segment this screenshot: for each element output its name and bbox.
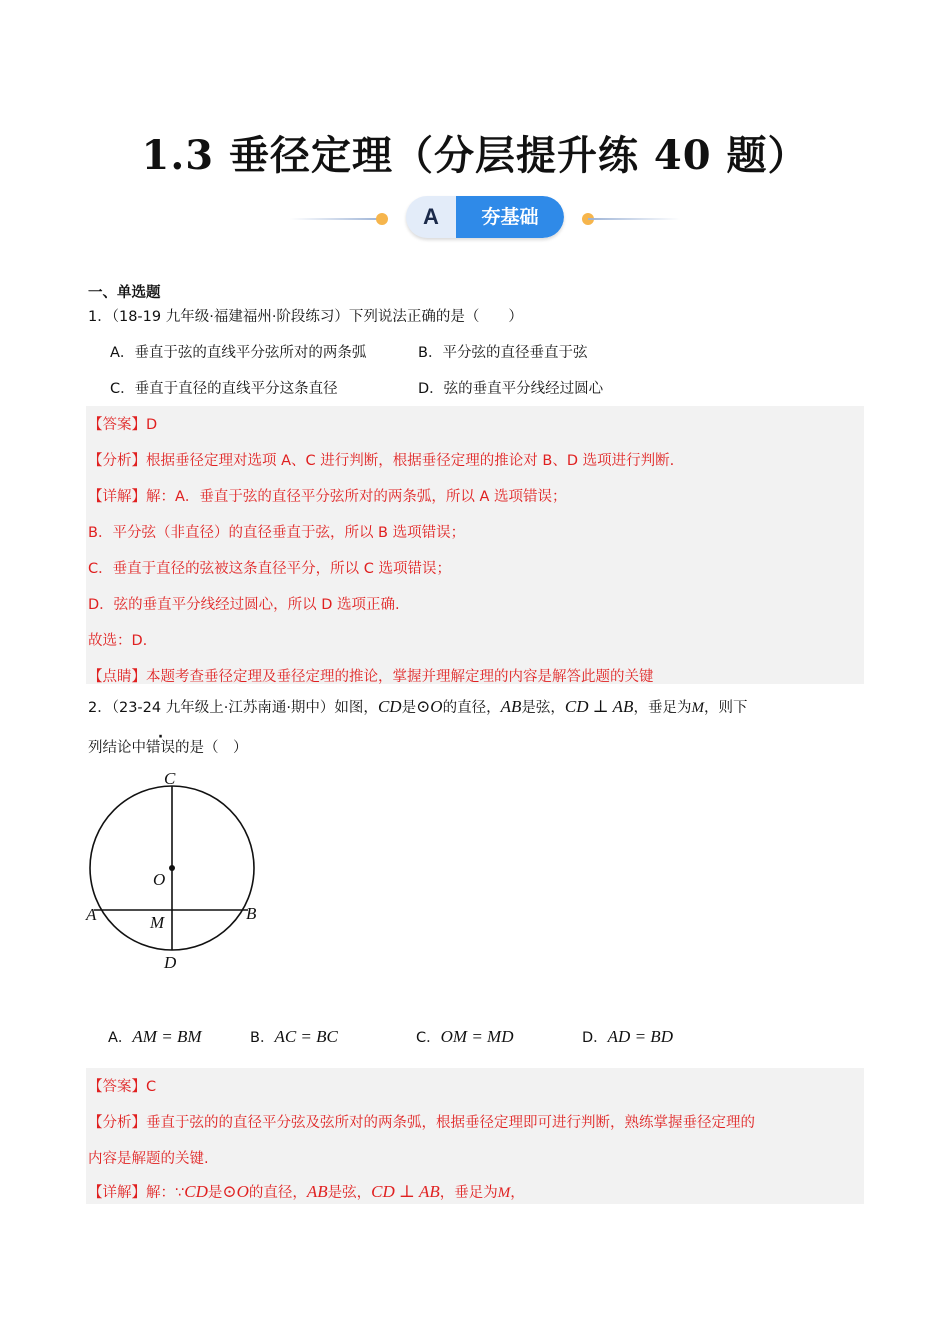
- q2-analysis-text: 垂直于弦的的直径平分弦及弦所对的两条弧，根据垂径定理即可进行判断，熟练掌握垂径定理的: [146, 1115, 755, 1131]
- q1-analysis-text: 根据垂径定理对选项 A、C 进行判断，根据垂径定理的推论对 B、D 选项进行判断.: [146, 453, 675, 469]
- q2-perp: CD ⊥ AB: [564, 697, 634, 716]
- q1-option-b: B．平分弦的直径垂直于弦: [418, 345, 588, 361]
- center-point: [169, 865, 175, 871]
- q2-option-d-math: AD = BD: [607, 1027, 673, 1046]
- q2-option-d: [582, 1026, 673, 1047]
- q2-detail-perp: CD ⊥ AB: [371, 1182, 440, 1201]
- q1-stem: 1．（18-19 九年级·福建福州·阶段练习）下列说法正确的是（ ）: [88, 309, 523, 325]
- label-m: M: [150, 913, 165, 932]
- badge-dot-left: [376, 213, 388, 225]
- q2-option-c-math: OM = MD: [440, 1027, 514, 1046]
- q2-option-a: [108, 1026, 201, 1047]
- q2-option-c-label: C．: [416, 1030, 441, 1046]
- badge-divider-right: [588, 218, 680, 220]
- q2-detail-diam: 的直径，: [248, 1185, 307, 1201]
- q2-analysis: [88, 1111, 755, 1132]
- q2-ab: AB: [500, 697, 522, 716]
- q1-analysis: [88, 449, 674, 470]
- level-pill: [406, 196, 564, 238]
- q2-stem: [88, 696, 747, 717]
- q2-detail-is: 是: [207, 1185, 223, 1201]
- q2-foot-text: ，垂足为: [633, 700, 692, 716]
- q1-detail: [88, 485, 567, 506]
- q2-line2-a: 列结论中: [88, 740, 146, 756]
- page-title: 1.3 垂径定理（分层提升练 40 题）: [141, 132, 809, 179]
- q2-detail-o: ⊙O: [222, 1182, 249, 1201]
- level-letter: A: [423, 204, 439, 229]
- q2-diam-text: 的直径，: [442, 700, 501, 716]
- q1-detail-line: 解：A．垂直于弦的直径平分弦所对的两条弧，所以 A 选项错误；: [146, 489, 567, 505]
- q2-stem-line2: [88, 736, 248, 757]
- q1-detail-line: C．垂直于直径的弦被这条直径平分，所以 C 选项错误；: [88, 561, 451, 577]
- level-badge: [290, 194, 680, 242]
- q2-option-d-label: D．: [582, 1030, 608, 1046]
- q2-detail-a: 解：∵: [146, 1185, 185, 1201]
- q2-line2-b: 的是（ ）: [175, 740, 248, 756]
- q2-detail: [88, 1181, 525, 1202]
- q2-option-b-math: AC = BC: [274, 1027, 338, 1046]
- q2-prefix: 2．（23-24 九年级上·江苏南通·期中）如图，: [88, 700, 378, 716]
- q1-detail-line: B．平分弦（非直径）的直径垂直于弦，所以 B 选项错误；: [88, 525, 466, 541]
- q2-option-c: [416, 1026, 513, 1047]
- label-a: A: [86, 905, 97, 924]
- label-c: C: [164, 769, 176, 788]
- q2-option-a-label: A．: [108, 1030, 133, 1046]
- q2-detail-ab: AB: [306, 1182, 328, 1201]
- label-d: D: [164, 953, 177, 972]
- level-label: 夯基础: [456, 196, 564, 238]
- q2-detail-cd: CD: [184, 1182, 208, 1201]
- q1-detail-tag: 【详解】: [88, 489, 146, 505]
- q2-emphasis: 错误: [146, 740, 175, 756]
- q1-option-a: A．垂直于弦的直线平分弦所对的两条弧: [110, 345, 367, 361]
- q1-analysis-tag: 【分析】: [88, 453, 146, 469]
- q2-detail-chord: 是弦，: [327, 1185, 372, 1201]
- badge-divider-left: [290, 218, 382, 220]
- q2-option-b: [250, 1026, 338, 1047]
- section-heading: 一、单选题: [88, 285, 161, 301]
- q1-option-d: D．弦的垂直平分线经过圆心: [418, 381, 604, 397]
- q1-answer: 【答案】D: [88, 417, 158, 433]
- q2-end-text: ，则下: [703, 700, 748, 716]
- q2-analysis-line2: 内容是解题的关键.: [88, 1151, 209, 1167]
- q1-comment: [88, 665, 654, 686]
- q2-cd: CD: [377, 697, 402, 716]
- q2-analysis-tag: 【分析】: [88, 1115, 146, 1131]
- label-o: O: [153, 870, 166, 889]
- q2-detail-foot: ，垂足为: [439, 1185, 498, 1201]
- q1-comment-text: 本题考查垂径定理及垂径定理的推论，掌握并理解定理的内容是解答此题的关键: [146, 669, 654, 685]
- q2-chord-text: 是弦，: [521, 700, 565, 716]
- q2-m: M: [691, 700, 704, 716]
- q1-option-c: C．垂直于直径的直线平分这条直径: [110, 381, 338, 397]
- circle-diagram: [80, 766, 280, 976]
- q2-answer: 【答案】C: [88, 1079, 157, 1095]
- q1-detail-line: D．弦的垂直平分线经过圆心，所以 D 选项正确.: [88, 597, 400, 613]
- q2-option-a-math: AM = BM: [132, 1027, 202, 1046]
- q2-circle-o: ⊙O: [416, 697, 443, 716]
- q2-is: 是: [401, 700, 417, 716]
- label-b: B: [246, 904, 257, 923]
- q2-detail-m: M: [497, 1185, 511, 1201]
- q2-detail-tag: 【详解】: [88, 1185, 146, 1201]
- q2-option-b-label: B．: [250, 1030, 275, 1046]
- q1-comment-tag: 【点睛】: [88, 669, 146, 685]
- q2-detail-end: ，: [510, 1185, 525, 1201]
- q1-answer-box: [86, 406, 864, 684]
- q1-conclusion: 故选：D.: [88, 633, 148, 649]
